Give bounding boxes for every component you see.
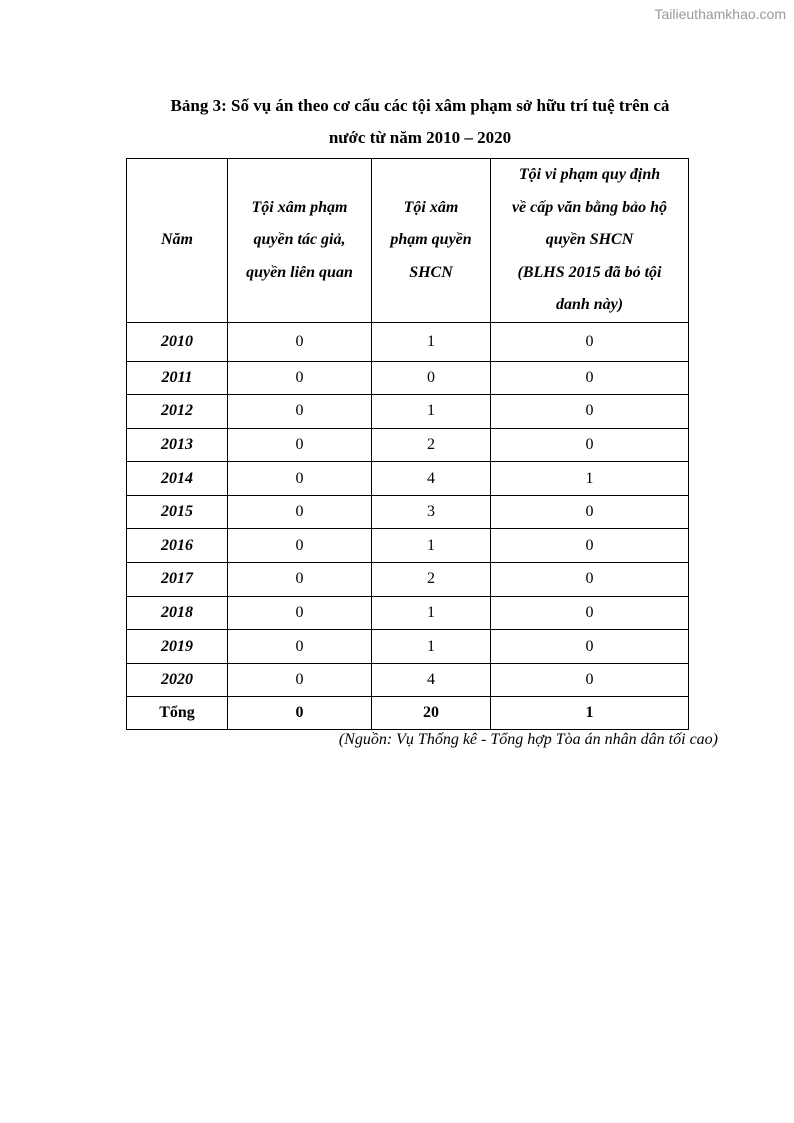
table-total-row — [127, 697, 689, 730]
cell-certificate-violation: 0 — [491, 529, 689, 563]
header-line: về cấp văn bằng bảo hộ — [511, 198, 668, 216]
cell-certificate-violation: 0 — [491, 495, 689, 529]
cell-copyright: 0 — [228, 529, 372, 563]
cell-year: 2012 — [127, 395, 228, 429]
header-certificate-violation-crime — [491, 159, 689, 323]
cell-industrial-property: 2 — [372, 428, 491, 462]
cell-copyright: 0 — [228, 663, 372, 697]
cell-year: 2017 — [127, 563, 228, 597]
table-row — [127, 630, 689, 664]
table-row — [127, 563, 689, 597]
cell-certificate-violation: 0 — [491, 563, 689, 597]
cell-copyright: 0 — [228, 361, 372, 395]
table-row — [127, 495, 689, 529]
cell-year: 2010 — [127, 322, 228, 361]
header-line: phạm quyền — [390, 231, 472, 248]
cell-copyright: 0 — [228, 428, 372, 462]
cell-total-label: Tổng — [127, 697, 228, 730]
cell-copyright: 0 — [228, 596, 372, 630]
header-line: Tội vi phạm quy định — [518, 166, 661, 183]
cell-copyright: 0 — [228, 563, 372, 597]
header-line: Tội xâm phạm — [251, 198, 348, 216]
cell-year: 2013 — [127, 428, 228, 462]
table-title-line-2: nước từ năm 2010 – 2020 — [328, 128, 512, 147]
cell-industrial-property: 0 — [372, 361, 491, 395]
watermark-text: Tailieuthamkhao.com — [654, 6, 786, 22]
cell-industrial-property: 2 — [372, 563, 491, 597]
source-note: (Nguồn: Vụ Thống kê - Tổng hợp Tòa án nhân dân tối cao) — [338, 731, 718, 748]
header-year — [127, 159, 228, 323]
cell-copyright: 0 — [228, 630, 372, 664]
table-row — [127, 428, 689, 462]
cell-industrial-property: 4 — [372, 462, 491, 496]
cell-certificate-violation: 0 — [491, 663, 689, 697]
cell-industrial-property: 1 — [372, 630, 491, 664]
cell-certificate-violation: 0 — [491, 596, 689, 630]
table-row — [127, 663, 689, 697]
header-industrial-property-crime — [372, 159, 491, 323]
cell-year: 2015 — [127, 495, 228, 529]
cell-industrial-property: 4 — [372, 663, 491, 697]
table-title-line-1: Bảng 3: Số vụ án theo cơ cấu các tội xâm phạm sở hữu trí tuệ trên cả — [170, 96, 670, 115]
header-line: SHCN — [409, 263, 453, 281]
table-row — [127, 361, 689, 395]
header-line: quyền SHCN — [545, 231, 634, 248]
header-line: quyền liên quan — [246, 263, 353, 281]
cell-industrial-property: 1 — [372, 596, 491, 630]
cell-industrial-property: 3 — [372, 495, 491, 529]
table-row — [127, 322, 689, 361]
cell-copyright: 0 — [228, 462, 372, 496]
cell-certificate-violation: 0 — [491, 630, 689, 664]
table-row — [127, 462, 689, 496]
table-row — [127, 596, 689, 630]
cell-year: 2020 — [127, 663, 228, 697]
statistics-table — [126, 158, 689, 730]
cell-certificate-violation: 0 — [491, 395, 689, 429]
cell-certificate-violation: 0 — [491, 428, 689, 462]
cell-total-copyright: 0 — [228, 697, 372, 730]
cell-total-certificate-violation: 1 — [491, 697, 689, 730]
header-line: (BLHS 2015 đã bỏ tội — [517, 263, 662, 281]
header-line: Tội xâm — [403, 198, 459, 216]
header-line: quyền tác giả, — [253, 231, 346, 248]
cell-industrial-property: 1 — [372, 529, 491, 563]
cell-industrial-property: 1 — [372, 322, 491, 361]
header-line: danh này) — [555, 296, 624, 313]
cell-copyright: 0 — [228, 395, 372, 429]
cell-certificate-violation: 0 — [491, 361, 689, 395]
header-year-line: Năm — [161, 231, 193, 248]
cell-copyright: 0 — [228, 495, 372, 529]
cell-year: 2011 — [127, 361, 228, 395]
cell-total-industrial-property: 20 — [372, 697, 491, 730]
cell-year: 2014 — [127, 462, 228, 496]
cell-certificate-violation: 0 — [491, 322, 689, 361]
table-header-row — [127, 159, 689, 323]
cell-copyright: 0 — [228, 322, 372, 361]
cell-year: 2016 — [127, 529, 228, 563]
cell-year: 2019 — [127, 630, 228, 664]
cell-year: 2018 — [127, 596, 228, 630]
table-row — [127, 529, 689, 563]
header-copyright-crime — [228, 159, 372, 323]
table-row — [127, 395, 689, 429]
cell-industrial-property: 1 — [372, 395, 491, 429]
cell-certificate-violation: 1 — [491, 462, 689, 496]
